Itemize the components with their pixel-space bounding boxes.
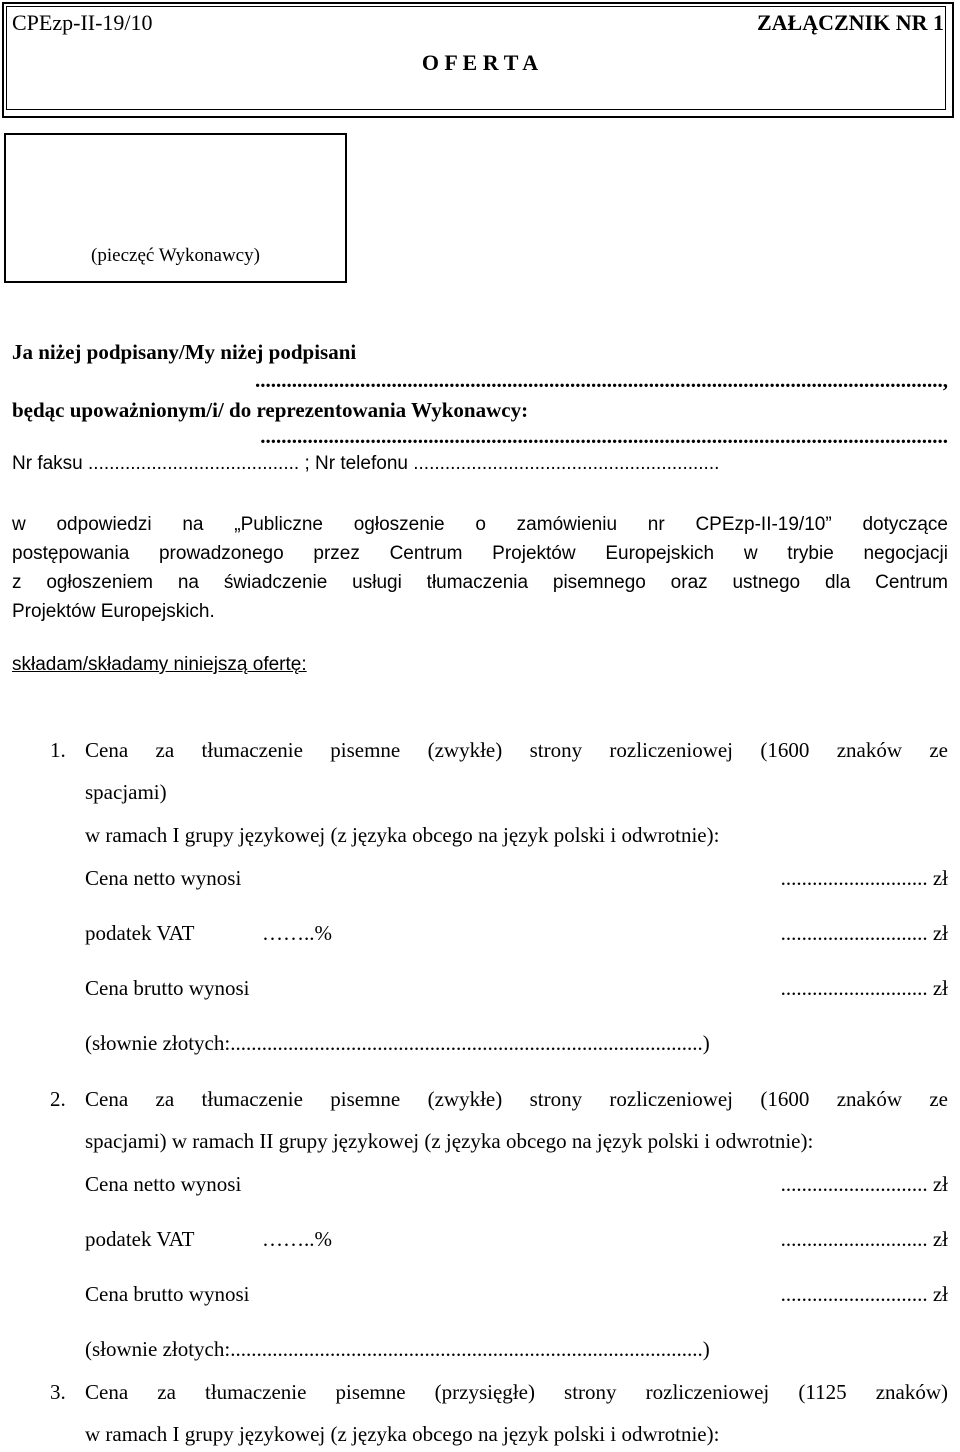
item-1-vat-label: podatek VAT (85, 921, 195, 945)
representation-heading: będąc upoważnionym/i/ do reprezentowania Wykonawcy: (12, 398, 529, 422)
intro-line-2: postępowania prowadzonego przez Centrum Projektów Europejskich w trybie negocjacji (12, 543, 948, 564)
signatory-heading: Ja niżej podpisany/My niżej podpisani (12, 340, 357, 364)
item-1-line-2: spacjami) (85, 780, 167, 804)
contractor-name-field[interactable]: ................................................................................................................................... (260, 424, 948, 448)
item-2-vat-percent-field[interactable]: ……..% (262, 1227, 332, 1251)
item-2-net-label: Cena netto wynosi (85, 1172, 242, 1196)
item-1-gross-field[interactable]: ............................ zł (780, 976, 948, 1000)
item-2-vat-field[interactable]: ............................ zł (780, 1227, 948, 1251)
item-1-net-label: Cena netto wynosi (85, 866, 242, 890)
fax-phone-line[interactable]: Nr faksu ........................................ ; Nr telefonu .......................................................... (12, 453, 720, 474)
stamp-caption: (pieczęć Wykonawcy) (91, 245, 260, 266)
item-1-line-3: w ramach I grupy językowej (z języka obcego na język polski i odwrotnie): (85, 823, 720, 847)
item-2-number: 2. (50, 1087, 66, 1111)
item-2-gross-field[interactable]: ............................ zł (780, 1282, 948, 1306)
item-1-gross-label: Cena brutto wynosi (85, 976, 250, 1000)
item-2-words-field[interactable]: (słownie złotych:..........................................................................................) (85, 1337, 710, 1361)
item-2-net-field[interactable]: ............................ zł (780, 1172, 948, 1196)
item-1-vat-field[interactable]: ............................ zł (780, 921, 948, 945)
item-3-line-2: w ramach I grupy językowej (z języka obcego na język polski i odwrotnie): (85, 1422, 720, 1446)
offer-statement: składam/składamy niniejszą ofertę: (12, 654, 307, 675)
item-1-net-field[interactable]: ............................ zł (780, 866, 948, 890)
item-2-line-1: Cena za tłumaczenie pisemne (zwykłe) strony rozliczeniowej (1600 znaków ze (85, 1087, 948, 1111)
item-3-line-1: Cena za tłumaczenie pisemne (przysięgłe) strony rozliczeniowej (1125 znaków) (85, 1380, 948, 1404)
intro-line-1: w odpowiedzi na „Publiczne ogłoszenie o zamówieniu nr CPEzp-II-19/10” dotyczące (12, 514, 948, 535)
item-3-number: 3. (50, 1380, 66, 1404)
intro-line-3: z ogłoszeniem na świadczenie usługi tłumaczenia pisemnego oraz ustnego dla Centrum (12, 572, 948, 593)
item-1-line-1: Cena za tłumaczenie pisemne (zwykłe) strony rozliczeniowej (1600 znaków ze (85, 738, 948, 762)
signatory-name-field[interactable]: ..................................................................................................................................., (255, 368, 948, 392)
intro-paragraph (12, 510, 948, 626)
intro-line-4: Projektów Europejskich. (12, 601, 215, 622)
item-1-words-field[interactable]: (słownie złotych:..........................................................................................) (85, 1031, 710, 1055)
item-1-vat-percent-field[interactable]: ……..% (262, 921, 332, 945)
annex-label: ZAŁĄCZNIK NR 1 (756, 10, 944, 35)
item-2-line-2: spacjami) w ramach II grupy językowej (z języka obcego na język polski i odwrotnie): (85, 1129, 814, 1153)
item-1-number: 1. (50, 738, 66, 762)
page-title: O F E R T A (421, 50, 539, 75)
item-2-gross-label: Cena brutto wynosi (85, 1282, 250, 1306)
item-2-vat-label: podatek VAT (85, 1227, 195, 1251)
document-reference: CPEzp-II-19/10 (12, 10, 153, 35)
